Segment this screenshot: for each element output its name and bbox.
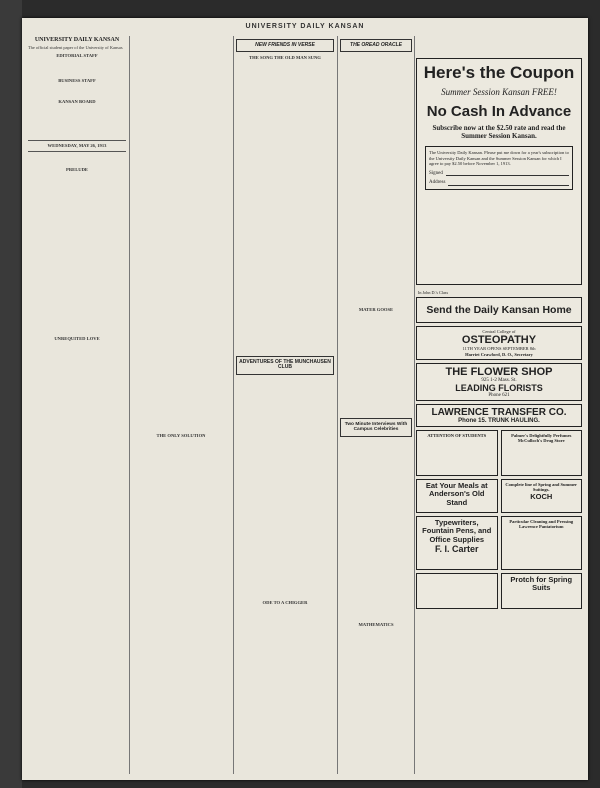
second-joke — [501, 290, 580, 295]
flower-title: THE FLOWER SHOP — [445, 365, 553, 378]
two-minute-heading: Two Minute Interviews With Campus Celebrities — [344, 421, 408, 433]
song-poem — [236, 63, 334, 353]
eat-meals-ad: Eat Your Meals at Anderson's Old Stand — [416, 479, 498, 513]
verse-box — [236, 39, 334, 52]
coupon-title: Here's the Coupon — [423, 63, 575, 82]
flower-address: 925 1-2 Mass. St. — [481, 377, 517, 383]
column-1 — [28, 36, 126, 774]
osteo-secretary: Harriet Crawford, D. O., Secretary — [465, 351, 533, 357]
flower-phone: Phone 621 — [488, 392, 510, 398]
coupon-headline: No Cash In Advance — [426, 103, 572, 120]
prelude-heading: PRELUDE — [66, 166, 88, 172]
adventures-box — [236, 356, 334, 375]
oracle-heading: THE OREAD ORACLE — [350, 42, 402, 48]
editorial-article — [132, 36, 230, 431]
pantatorium-ad: Particular Cleaning and Pressing Lawrence Pantatorium — [501, 516, 583, 570]
adventures-heading: ADVENTURES OF THE MUNCHAUSEN CLUB — [239, 358, 331, 371]
oracle-box — [340, 39, 412, 52]
address-field[interactable] — [448, 180, 569, 186]
signed-label: Signed — [429, 170, 443, 176]
coupon-ad — [416, 58, 582, 285]
only-solution-heading: THE ONLY SOLUTION — [156, 433, 206, 438]
osteo-term: 11TH YEAR OPENS SEPTEMBER 8th — [462, 346, 536, 352]
newspaper-page — [22, 18, 588, 780]
send-home-ad: Send the Daily Kansan Home — [416, 297, 582, 323]
oracle-article — [340, 55, 412, 305]
editorial-staff-heading: EDITORIAL STAFF — [56, 52, 98, 58]
ode-heading: ODE TO A CHIGGER — [262, 599, 308, 605]
dateline: WEDNESDAY, MAY 26, 1913 — [47, 143, 107, 149]
verse-heading: NEW FRIENDS IN VERSE — [255, 42, 315, 48]
jokes-row — [416, 288, 582, 297]
column-4 — [340, 36, 412, 774]
two-minute-article — [340, 440, 412, 620]
signed-field[interactable] — [446, 171, 569, 177]
column-rule — [414, 36, 415, 774]
column-3 — [236, 36, 334, 774]
slip-text: The University Daily Kansan. Please put me down for a year's subscription to the University Daily Kansan and the Summer Session Kansan for which I agree to pay $2.50 before November 1, 1913. — [429, 150, 569, 167]
protch-ad: Protch for Spring Suits — [501, 573, 583, 609]
coupon-body: Subscribe now at the $2.50 rate and read the Summer Session Kansan. — [432, 124, 566, 140]
osteopathy-ad — [416, 326, 582, 360]
masthead-intro: The official student paper of the University of Kansas — [28, 45, 123, 51]
unrequited-love-heading: UNREQUITED LOVE — [54, 335, 100, 341]
typewriters-ad: Typewriters, Fountain Pens, and Office Supplies F. I. Carter — [416, 516, 498, 570]
mater-goose-article — [340, 315, 412, 415]
column-rule — [337, 36, 338, 774]
palmer-ad: Palmer's Delightfully Perfumes McCulloch's Drug Store — [501, 430, 583, 476]
stamp-ad — [416, 573, 498, 609]
page-header: UNIVERSITY DAILY KANSAN — [245, 23, 365, 30]
subscription-slip — [425, 146, 573, 190]
flower-shop-ad — [416, 363, 582, 401]
lawrence-sub: Phone 15. TRUNK HAULING. — [458, 417, 540, 424]
lawrence-transfer-ad — [416, 404, 582, 427]
kansan-board-heading: KANSAN BOARD — [58, 98, 96, 104]
coupon-subtitle: Summer Session Kansan FREE! — [441, 87, 557, 97]
mater-goose-heading: MATER GOOSE — [358, 307, 394, 313]
column-rule — [129, 36, 130, 774]
small-ads-grid — [416, 430, 582, 609]
adventures-article — [236, 378, 334, 598]
column-rule — [233, 36, 234, 774]
osteo-title: OSTEOPATHY — [461, 334, 537, 347]
mathematics-heading: MATHEMATICS — [358, 621, 394, 627]
masthead: UNIVERSITY DAILY KANSAN — [34, 37, 120, 43]
osteo-top: Central College of — [482, 329, 516, 334]
koch-ad: Complete line of Spring and Summer Suitings. KOCH — [501, 479, 583, 513]
page-gutter — [0, 0, 22, 788]
address-label: Address — [429, 180, 446, 186]
column-2 — [132, 36, 230, 774]
business-staff-heading: BUSINESS STAFF — [58, 78, 96, 84]
attention-ad: ATTENTION OF STUDENTS — [416, 430, 498, 476]
prelude-article — [28, 174, 126, 334]
ads-column — [416, 58, 582, 774]
flower-leading: LEADING FLORISTS — [455, 382, 543, 393]
two-minute-box — [340, 418, 412, 437]
john-d-joke: In John D.'s Class — [418, 290, 449, 295]
lawrence-title: LAWRENCE TRANSFER CO. — [431, 406, 567, 418]
song-heading: THE SONG THE OLD MAN SUNG — [249, 55, 321, 61]
